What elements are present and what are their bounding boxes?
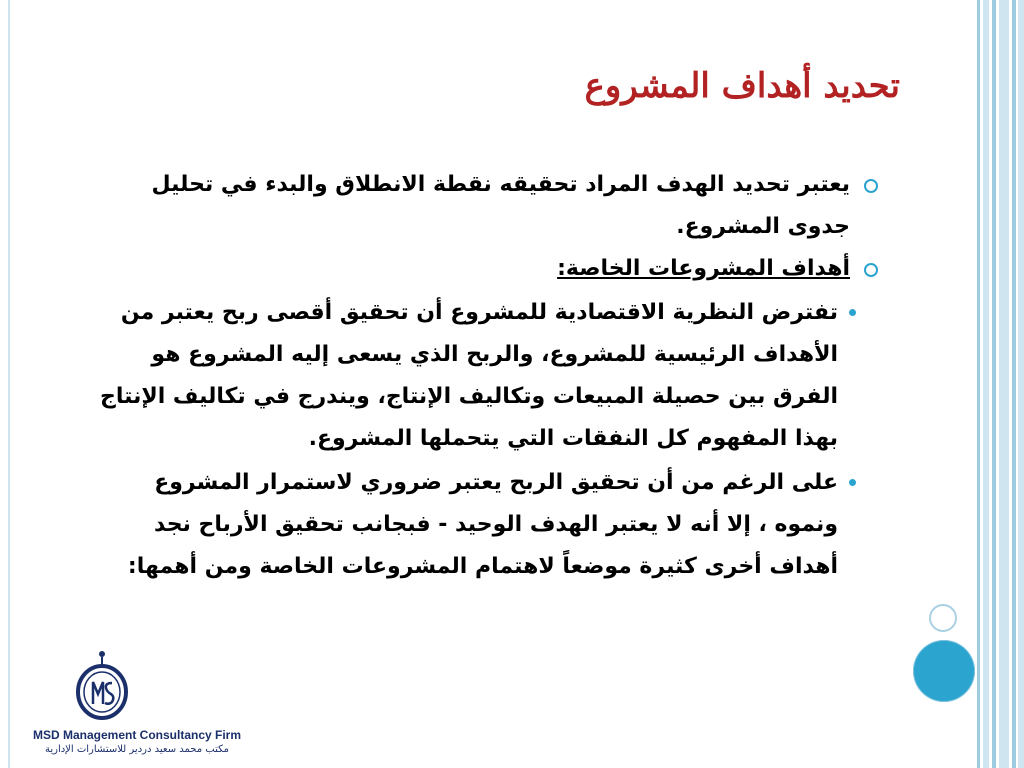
filled-bullet-icon <box>849 309 856 316</box>
left-frame-line <box>8 0 10 768</box>
hollow-bullet-icon <box>864 179 878 193</box>
decorative-band <box>1012 0 1016 768</box>
bullet-text: يعتبر تحديد الهدف المراد تحقيقه نقطة الانطلاق والبدء في تحليل جدوى المشروع. <box>151 172 850 239</box>
filled-bullet-icon <box>849 479 856 486</box>
bullet-list <box>88 164 878 588</box>
decorative-band <box>983 0 989 768</box>
bullet-text: على الرغم من أن تحقيق الربح يعتبر ضروري لاستمرار المشروع ونموه ، إلا أنه لا يعتبر الهدف الوحيد - فبجانب تحقيق الأرباح نجد أهداف أخرى كثيرة موضعاً لاهتمام المشروعات الخاصة ومن أهمها: <box>127 470 838 579</box>
sub-bullet-item <box>88 462 878 588</box>
decorative-circle-large <box>913 640 975 702</box>
decorative-circle-small <box>929 604 957 632</box>
bullet-item <box>88 248 878 290</box>
section-heading: أهداف المشروعات الخاصة: <box>557 256 850 281</box>
decorative-band <box>977 0 980 768</box>
decorative-band <box>999 0 1009 768</box>
firm-name-arabic: مكتب محمد سعيد دردير للاستشارات الإدارية <box>44 744 230 755</box>
slide-title: تحديد أهداف المشروع <box>584 66 900 106</box>
bullet-text: تفترض النظرية الاقتصادية للمشروع أن تحقيق أقصى ربح يعتبر من الأهداف الرئيسية للمشروع، والربح الذي يسعى إليه المشروع هو الفرق بين حصيلة المبيعات وتكاليف الإنتاج، ويندرج في تكاليف الإنتاج بهذا المفهوم كل النفقات التي يتحملها المشروع. <box>99 300 838 451</box>
decorative-band <box>992 0 996 768</box>
hollow-bullet-icon <box>864 263 878 277</box>
sub-bullet-item <box>88 292 878 460</box>
msd-logo-icon <box>72 650 136 722</box>
bullet-item <box>88 164 878 248</box>
firm-name-english: MSD Management Consultancy Firm <box>32 728 242 742</box>
decorative-band <box>1018 0 1024 768</box>
